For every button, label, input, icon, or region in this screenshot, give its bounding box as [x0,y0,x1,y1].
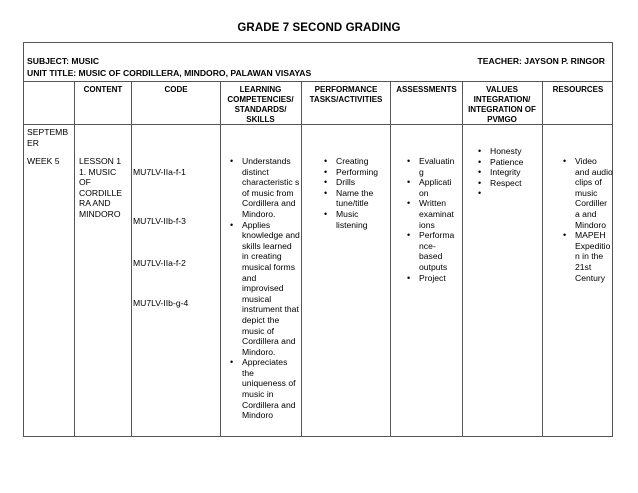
month-cell: SEPTEMB ER [27,127,69,148]
resource-item: • Video and audio clips of music Cordiller a and Mindoro [561,156,613,230]
value-item: • Patience [476,157,540,168]
values-list [476,146,540,188]
header-values: VALUES INTEGRATION/ INTEGRATION OF PVMGO [468,85,536,124]
page-title: GRADE 7 SECOND GRADING [237,22,401,34]
resources-list [561,156,613,283]
column-divider [301,81,302,437]
content-cell: LESSON 1 1. MUSIC OF CORDILLE RA AND MINDORO [79,156,122,219]
competency-item: • Applies knowledge and skills learned in creating musical forms and improvised musical instrument that depict the music of Cordillera and Mindoro. [228,220,300,358]
assessments-list [405,156,461,283]
week-cell: WEEK 5 [27,156,60,166]
column-divider [542,81,543,437]
header-performance: PERFORMANCE TASKS/ACTIVITIES [309,85,383,104]
column-divider [462,81,463,437]
assessment-item: • Performa nce- based outputs [405,230,461,272]
code-item: MU7LV-IIb-g-4 [133,298,189,308]
header-code: CODE [164,85,188,94]
assessment-item: • Evaluatin g [405,156,461,177]
value-item: • Integrity [476,167,540,178]
performance-list [322,156,386,230]
value-item: • Respect [476,178,540,189]
performance-item: • Name the tune/title [322,188,386,209]
column-divider [131,81,132,437]
subject-label: SUBJECT: MUSIC [27,56,100,66]
assessment-item: • Applicati on [405,177,461,198]
assessment-item: • Project [405,273,461,284]
header-content: CONTENT [83,85,123,94]
performance-item: • Drills [322,177,386,188]
resource-item: • MAPEH Expeditio n in the 21st Century [561,230,613,283]
assessment-item: • Written examinat ions [405,198,461,230]
code-item: MU7LV-IIb-f-3 [133,216,186,226]
value-item: • Honesty [476,146,540,157]
performance-item: • Performing [322,167,386,178]
performance-item: • Creating [322,156,386,167]
teacher-label: TEACHER: JAYSON P. RINGOR [477,56,605,66]
unit-title-label: UNIT TITLE: MUSIC OF CORDILLERA, MINDORO, PALAWAN VISAYAS [27,68,312,78]
performance-item: • Music listening [322,209,386,230]
code-item: MU7LV-IIa-f-2 [133,258,186,268]
competency-item: • Appreciates the uniqueness of music in Cordillera and Mindoro [228,357,300,421]
competencies-list [228,156,300,421]
header-top-rule [23,81,613,82]
column-divider [220,81,221,437]
column-divider [390,81,391,437]
header-resources: RESOURCES [552,85,604,94]
code-item: MU7LV-IIa-f-1 [133,167,186,177]
column-divider [74,81,75,437]
header-competencies: LEARNING COMPETENCIES/ STANDARDS/ SKILLS [227,85,294,124]
competency-item: • Understands distinct characteristic s of music from Cordillera and Mindoro. [228,156,300,220]
header-assessments: ASSESSMENTS [396,85,457,94]
